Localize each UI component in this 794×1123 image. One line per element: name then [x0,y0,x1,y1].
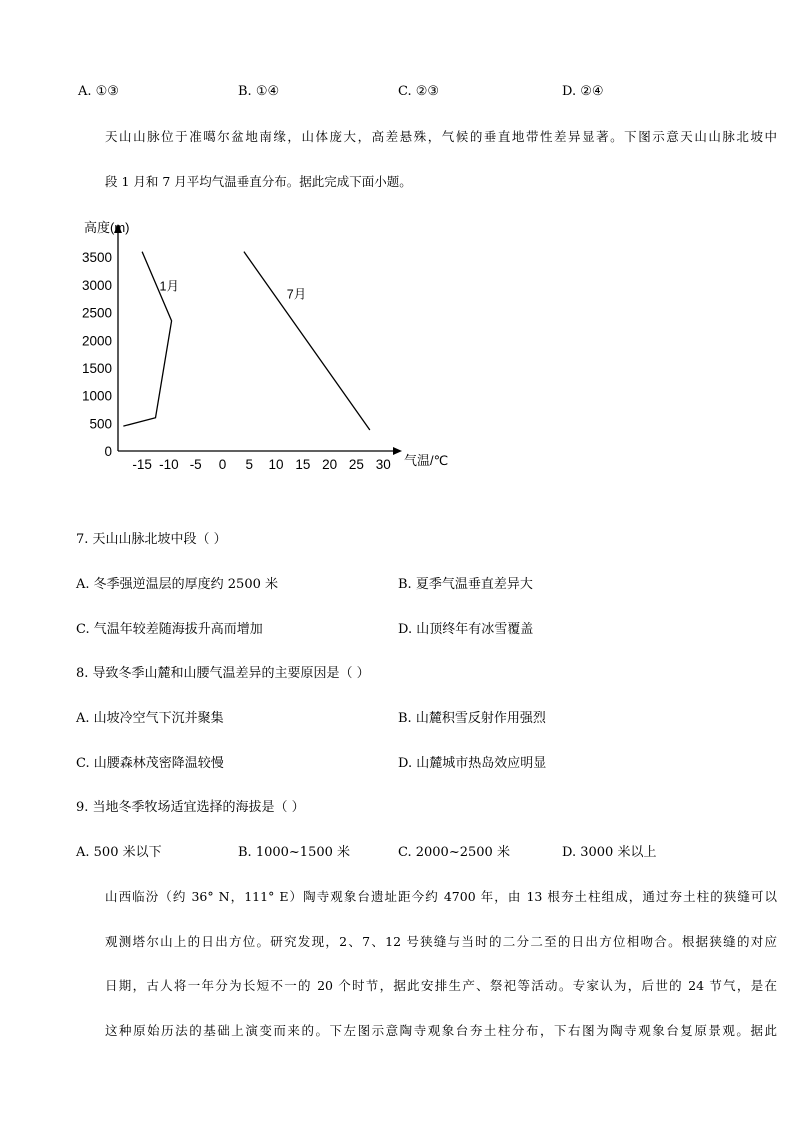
series-label-2: 7月 [286,287,307,302]
q9-option-d: D. 3000 米以上 [562,845,657,860]
passage-line-3: 日期，古人将一年分为长短不一的 20 个时节，据此安排生产、祭祀等活动。专家认为，后世的 24 节气，是在 [105,978,777,993]
y-tick-label: 1500 [81,360,112,376]
x-axis-label: 气温/℃ [404,453,449,468]
y-tick-label: 3000 [81,277,112,293]
q7-option-a: A. 冬季强逆温层的厚度约 2500 米 [76,577,279,592]
x-tick-label: 5 [245,457,254,472]
passage-line-4: 这种原始历法的基础上演变而来的。下左图示意陶寺观象台夯土柱分布，下右图为陶寺观象台复原景观。据此 [105,1023,777,1038]
y-tick-label: 1000 [81,388,112,404]
q8-stem: 8. 导致冬季山麓和山腰气温差异的主要原因是（ ） [76,666,370,681]
q8-option-a: A. 山坡冷空气下沉并聚集 [76,711,224,726]
q7-stem: 7. 天山山脉北坡中段（ ） [76,532,227,547]
intro-line-2: 段 1 月和 7 月平均气温垂直分布。据此完成下面小题。 [105,174,412,189]
x-tick-label: 30 [375,457,391,472]
q7-option-b: B. 夏季气温垂直差异大 [398,577,533,592]
chart-axes [81,220,449,468]
series-line-2 [244,252,370,430]
x-tick-label: 25 [348,457,364,472]
x-tick-label: -10 [159,457,179,472]
prev-option-a: A. ①③ [78,84,119,99]
q7-option-d: D. 山顶终年有冰雪覆盖 [398,622,534,637]
q8-option-b: B. 山麓积雪反射作用强烈 [398,711,546,726]
y-tick-label: 3500 [81,250,112,266]
q8-option-c: C. 山腰森林茂密降温较慢 [76,756,224,771]
intro-line-1: 天山山脉位于准噶尔盆地南缘，山体庞大，高差悬殊，气候的垂直地带性差异显著。下图示意天山山脉北坡中 [105,129,777,144]
prev-option-c: C. ②③ [398,84,440,99]
x-tick-label: 15 [295,457,311,472]
q9-stem: 9. 当地冬季牧场适宜选择的海拔是（ ） [76,800,305,815]
y-tick-label: 2000 [81,333,112,349]
x-tick-label: -5 [189,457,202,472]
y-tick-label: 2500 [81,305,112,321]
q9-option-b: B. 1000~1500 米 [238,845,351,860]
x-axis-arrow [393,447,402,455]
q8-option-d: D. 山麓城市热岛效应明显 [398,756,547,771]
q9-option-a: A. 500 米以下 [76,845,162,860]
x-tick-label: 10 [268,457,284,472]
q9-option-c: C. 2000~2500 米 [398,845,510,860]
temperature-altitude-chart [0,0,794,520]
series-line-1 [123,252,171,426]
chart-ticks [82,250,391,472]
y-tick-label: 500 [89,416,112,432]
prev-option-b: B. ①④ [238,84,280,99]
chart-series [123,252,369,430]
y-axis-label: 高度(m) [84,220,130,235]
x-tick-label: 20 [322,457,338,472]
passage-line-1: 山西临汾（约 36° N，111° E）陶寺观象台遗址距今约 4700 年，由 13 根夯土柱组成，通过夯土柱的狭缝可以 [105,889,777,904]
passage-line-2: 观测塔尔山上的日出方位。研究发现，2、7、12 号狭缝与当时的二分二至的日出方位相吻合。根据狭缝的对应 [105,934,777,949]
x-tick-label: -15 [132,457,152,472]
y-tick-label: 0 [104,444,112,459]
x-tick-label: 0 [218,457,227,472]
prev-option-d: D. ②④ [562,84,604,99]
series-label-1: 1月 [159,279,179,294]
q7-option-c: C. 气温年较差随海拔升高而增加 [76,622,263,637]
